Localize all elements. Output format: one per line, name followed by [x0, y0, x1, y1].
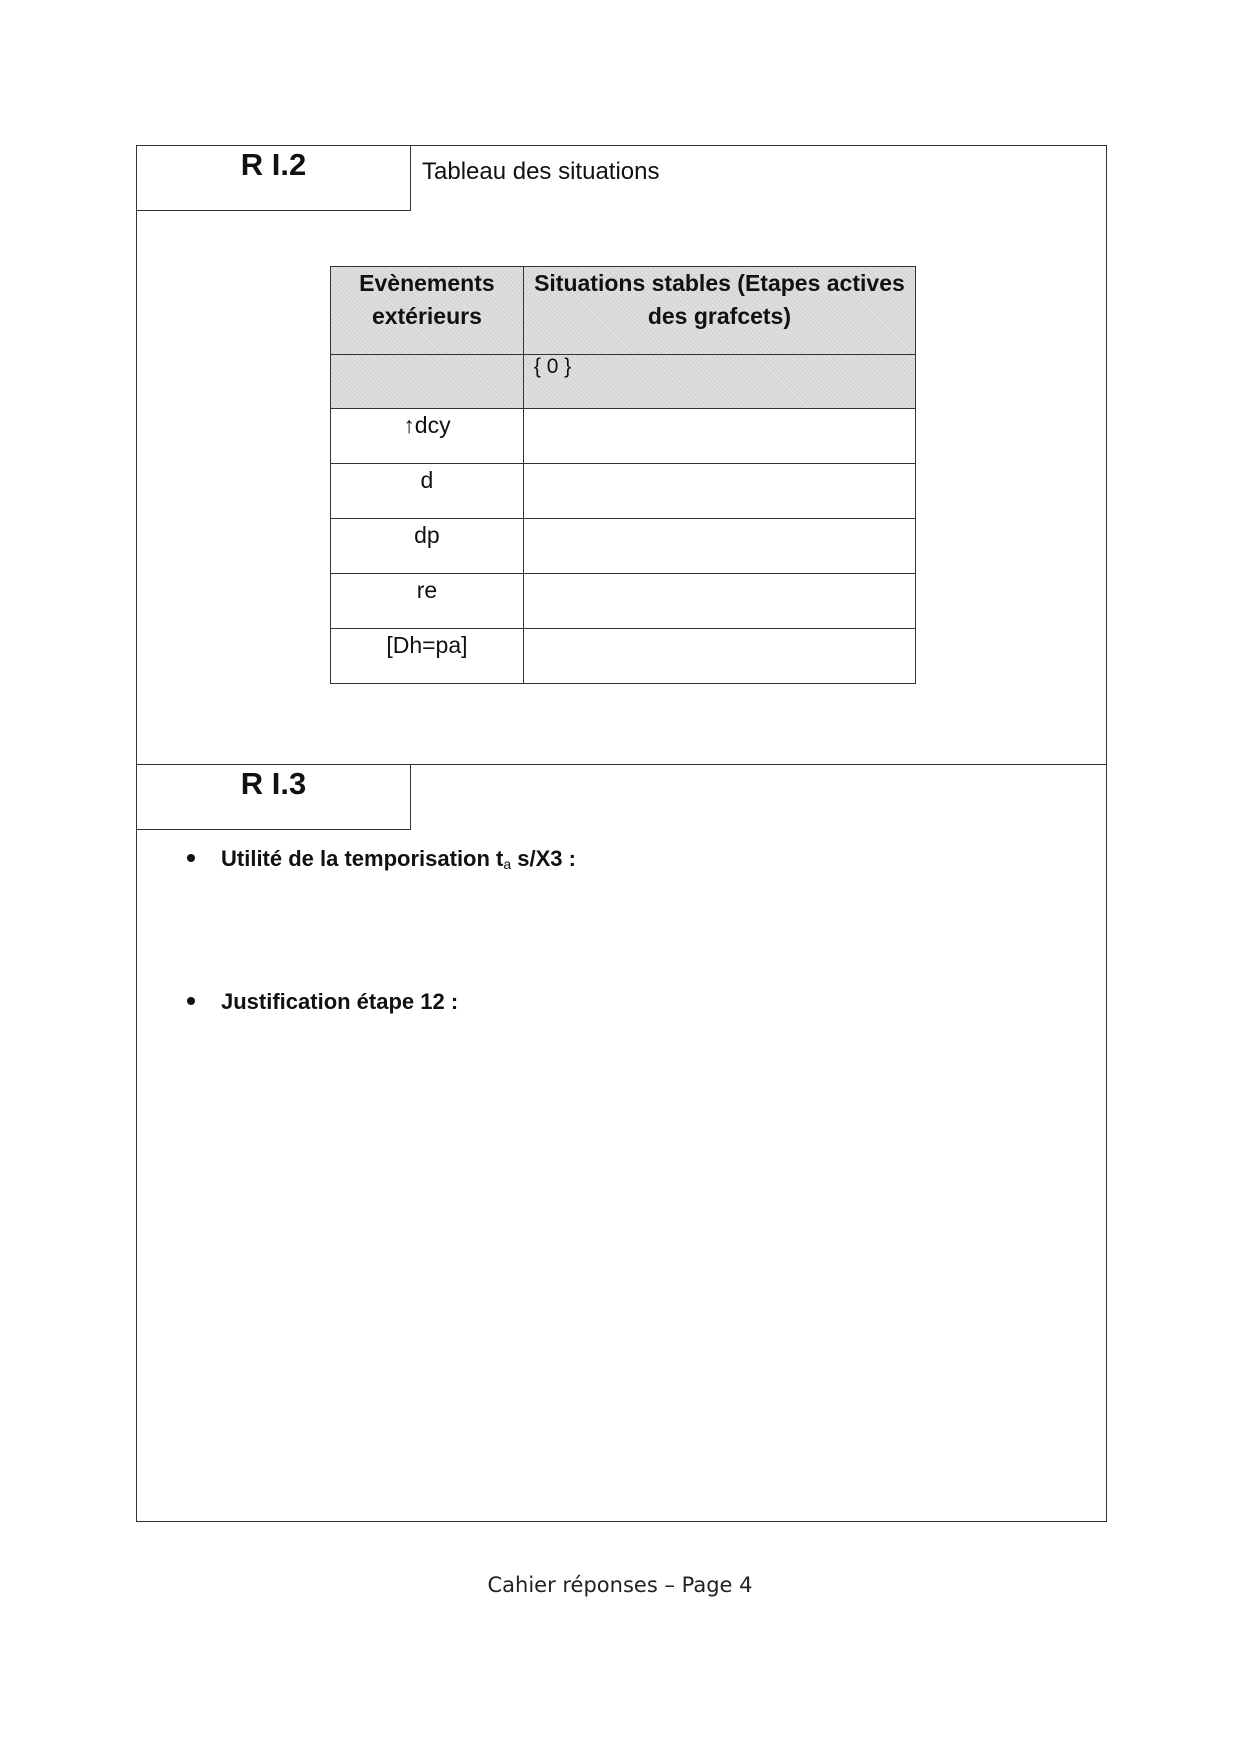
table-row	[331, 409, 916, 464]
question-justification-text: Justification étape 12 :	[221, 989, 459, 1014]
bullet-icon	[187, 854, 195, 862]
section-label-ri2: R I.2	[137, 146, 411, 211]
bullet-icon	[187, 997, 195, 1005]
question-temporisation-suffix: s/X3 :	[511, 846, 576, 871]
initial-situation-cell: { 0 }	[523, 355, 915, 409]
answer-frame	[136, 145, 1107, 1522]
initial-situation-row	[331, 355, 916, 409]
situation-answer-cell[interactable]	[523, 629, 915, 684]
initial-event-cell	[331, 355, 524, 409]
table-row	[331, 464, 916, 519]
question-temporisation-text: Utilité de la temporisation t	[221, 846, 504, 871]
table-row	[331, 574, 916, 629]
situation-answer-cell[interactable]	[523, 519, 915, 574]
header-events: Evènements extérieurs	[331, 267, 524, 355]
situation-answer-cell[interactable]	[523, 574, 915, 629]
question-temporisation	[187, 846, 576, 872]
subscript-a: a	[503, 856, 512, 872]
question-justification	[187, 989, 458, 1015]
situations-table	[330, 266, 916, 684]
page-footer: Cahier réponses – Page 4	[487, 1573, 753, 1597]
table-row	[331, 629, 916, 684]
situation-answer-cell[interactable]	[523, 464, 915, 519]
event-cell: [Dh=pa]	[331, 629, 524, 684]
event-cell: ↑dcy	[331, 409, 524, 464]
header-situations: Situations stables (Etapes actives des grafcets)	[523, 267, 915, 355]
section-title-ri2: Tableau des situations	[422, 158, 660, 185]
event-cell: dp	[331, 519, 524, 574]
table-row	[331, 519, 916, 574]
section-label-ri3: R I.3	[137, 765, 411, 830]
event-cell: d	[331, 464, 524, 519]
event-cell: re	[331, 574, 524, 629]
table-header-row	[331, 267, 916, 355]
situation-answer-cell[interactable]	[523, 409, 915, 464]
